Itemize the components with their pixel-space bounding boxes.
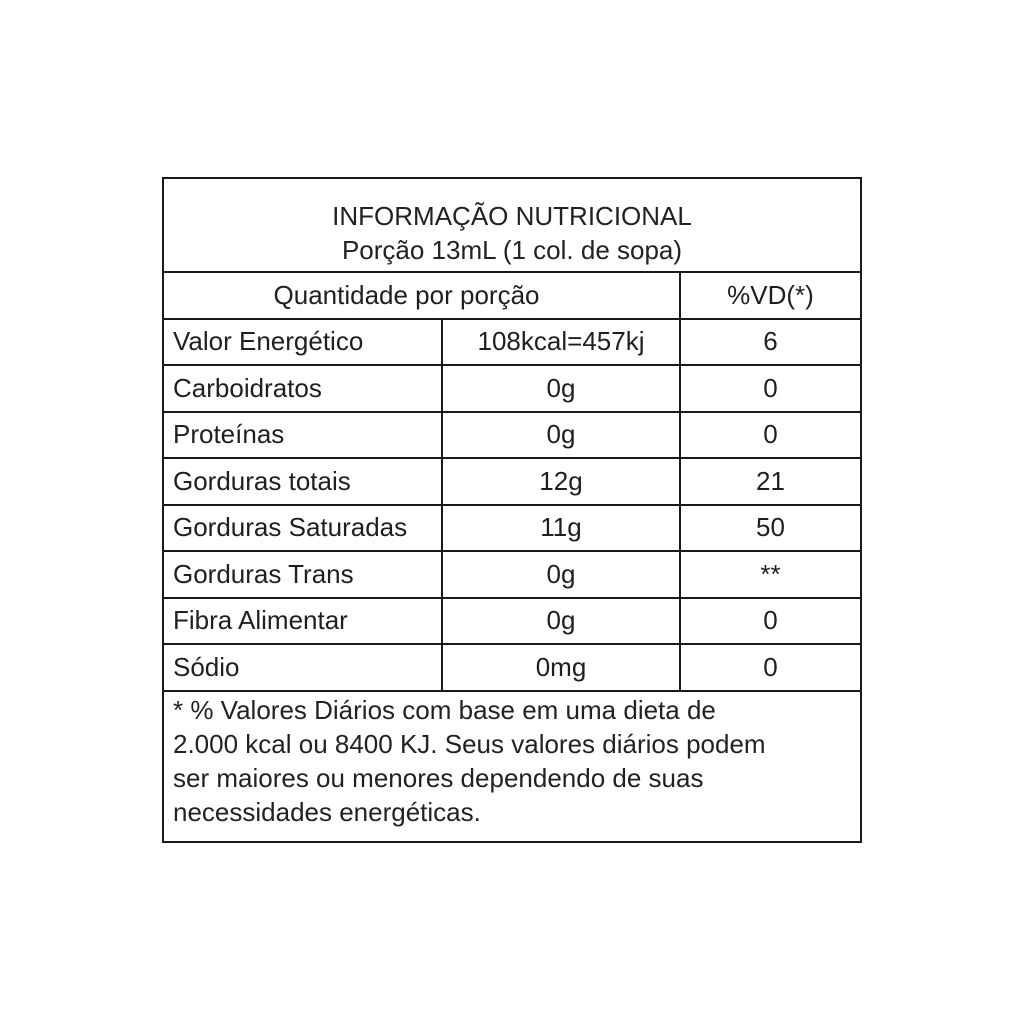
nutrient-amount: 0g (443, 413, 681, 458)
daily-values-footnote (173, 693, 857, 829)
nutrient-dv: 21 (756, 465, 785, 496)
nutrient-dv: 50 (756, 512, 785, 543)
nutrient-dv: 0 (763, 372, 778, 403)
nutrient-name: Sódio (164, 645, 443, 690)
nutrient-amount: 108kcal=457kj (443, 320, 681, 365)
nutrition-facts-table (162, 177, 862, 843)
table-header (164, 179, 860, 273)
footnote-line: necessidades energéticas. (173, 797, 481, 827)
table-row (164, 459, 860, 506)
serving-size: Porção 13mL (1 col. de sopa) (341, 235, 683, 265)
nutrient-amount: 0g (443, 552, 681, 597)
footnote-line: ser maiores ou menores dependendo de suas (173, 763, 704, 793)
nutrient-dv: 0 (763, 651, 778, 682)
nutrient-grid (164, 273, 860, 692)
nutrient-dv: 0 (763, 605, 778, 636)
table-row (164, 645, 860, 692)
nutrient-dv: 0 (763, 419, 778, 450)
nutrient-amount: 11g (443, 506, 681, 551)
dv-column-header: %VD(*) (727, 279, 814, 310)
nutrient-dv: 6 (763, 326, 778, 357)
footnote-line: * % Valores Diários com base em uma dieta de (173, 695, 716, 725)
table-row (164, 320, 860, 367)
nutrient-name: Gorduras Trans (164, 552, 443, 597)
nutrient-amount: 0g (443, 599, 681, 644)
nutrient-amount: 0mg (443, 645, 681, 690)
nutrient-amount: 12g (443, 459, 681, 504)
nutrient-name: Gorduras totais (164, 459, 443, 504)
table-row (164, 599, 860, 646)
table-row (164, 366, 860, 413)
table-row (164, 506, 860, 553)
nutrient-name: Fibra Alimentar (164, 599, 443, 644)
table-title: INFORMAÇÃO NUTRICIONAL (332, 201, 692, 231)
nutrient-name: Proteínas (164, 413, 443, 458)
nutrient-amount: 0g (443, 366, 681, 411)
column-header-row (164, 273, 860, 320)
nutrient-name: Carboidratos (164, 366, 443, 411)
nutrient-name: Gorduras Saturadas (164, 506, 443, 551)
nutrient-name: Valor Energético (164, 320, 443, 365)
table-row (164, 552, 860, 599)
footnote-line: 2.000 kcal ou 8400 KJ. Seus valores diários podem (173, 729, 766, 759)
nutrient-dv: ** (760, 558, 781, 589)
table-row (164, 413, 860, 460)
quantity-column-header: Quantidade por porção (164, 273, 681, 318)
